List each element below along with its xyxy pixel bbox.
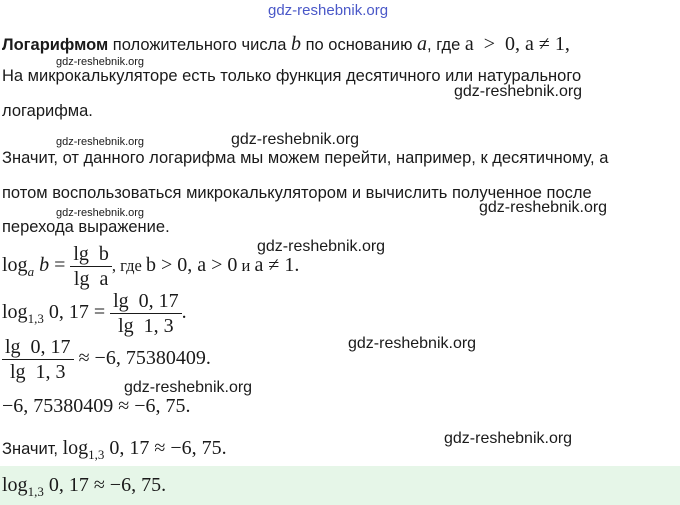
log-base: 1,3 <box>27 311 44 327</box>
log-base: 1,3 <box>27 484 44 499</box>
log-fn: log <box>2 474 28 496</box>
watermark-top: gdz-reshebnik.org <box>268 2 389 19</box>
watermark-3: gdz-reshebnik.org <box>479 199 608 216</box>
definition-where: , где <box>427 36 465 54</box>
paragraph2-line2: потом воспользоваться микрокалькулятором и вычислить полученное после <box>2 184 592 202</box>
formula-step1 <box>2 290 187 337</box>
watermark-6: gdz-reshebnik.org <box>124 379 253 396</box>
fraction-denominator: lg 1, 3 <box>118 315 174 337</box>
formula-tail: . <box>181 301 187 324</box>
watermark-2: gdz-reshebnik.org <box>231 131 360 148</box>
watermark-small-2: gdz-reshebnik.org <box>56 136 145 148</box>
conclusion-label: Значит, <box>2 440 63 458</box>
formula-tail: ≈ −6, 75380409. <box>78 347 211 370</box>
formula-condition: b > 0, a > 0 <box>145 254 238 277</box>
log-arg: b <box>39 254 50 277</box>
conclusion-line <box>2 437 227 460</box>
paragraph1-line1: На микрокалькуляторе есть только функция десятичного или натурального <box>2 67 582 85</box>
log-base: a <box>27 264 35 280</box>
watermark-small-1: gdz-reshebnik.org <box>56 56 145 68</box>
definition-condition: a > 0, a ≠ 1, <box>464 33 570 55</box>
fraction-denominator: lg 1, 3 <box>10 361 66 383</box>
formula-where: , где <box>111 256 146 276</box>
paragraph2-line3: перехода выражение. <box>2 218 170 236</box>
log-fn: log <box>62 437 89 459</box>
definition-line <box>2 34 570 55</box>
watermark-small-3: gdz-reshebnik.org <box>56 207 145 219</box>
formula-step3: −6, 75380409 ≈ −6, 75. <box>2 395 191 417</box>
equals-sign: = <box>54 254 66 277</box>
paragraph2-line1: Значит, от данного логарифма мы можем перейти, например, к десятичному, а <box>2 149 609 167</box>
fraction-numerator: lg 0, 17 <box>110 290 182 314</box>
fraction-numerator: lg b <box>70 243 112 267</box>
log-base: 1,3 <box>88 447 105 462</box>
var-b: b <box>290 33 301 55</box>
paragraph1-line2: логарифма. <box>2 102 93 120</box>
watermark-4: gdz-reshebnik.org <box>257 238 386 255</box>
log-fn: log <box>2 301 28 324</box>
definition-text: положительного числа <box>108 36 291 54</box>
fraction-numerator: lg 0, 17 <box>2 336 74 360</box>
answer-value: 0, 17 ≈ −6, 75. <box>43 474 167 496</box>
fraction <box>70 243 112 290</box>
formula-change-of-base <box>2 243 299 290</box>
answer-line <box>2 474 166 497</box>
log-arg: 0, 17 = <box>48 301 106 324</box>
fraction-denominator: lg a <box>73 268 109 290</box>
formula-step2 <box>2 336 211 383</box>
log-fn: log <box>2 254 28 277</box>
definition-base-text: по основанию <box>300 36 418 54</box>
fraction <box>2 336 74 383</box>
term-logarithm: Логарифмом <box>2 36 109 54</box>
formula-and: и <box>237 256 255 276</box>
watermark-1: gdz-reshebnik.org <box>454 83 583 100</box>
var-a: a <box>417 33 428 55</box>
watermark-7: gdz-reshebnik.org <box>444 430 573 447</box>
watermark-5: gdz-reshebnik.org <box>348 335 477 352</box>
conclusion-value: 0, 17 ≈ −6, 75. <box>104 437 227 459</box>
formula-condition-2: a ≠ 1. <box>254 254 300 277</box>
fraction <box>110 290 182 337</box>
